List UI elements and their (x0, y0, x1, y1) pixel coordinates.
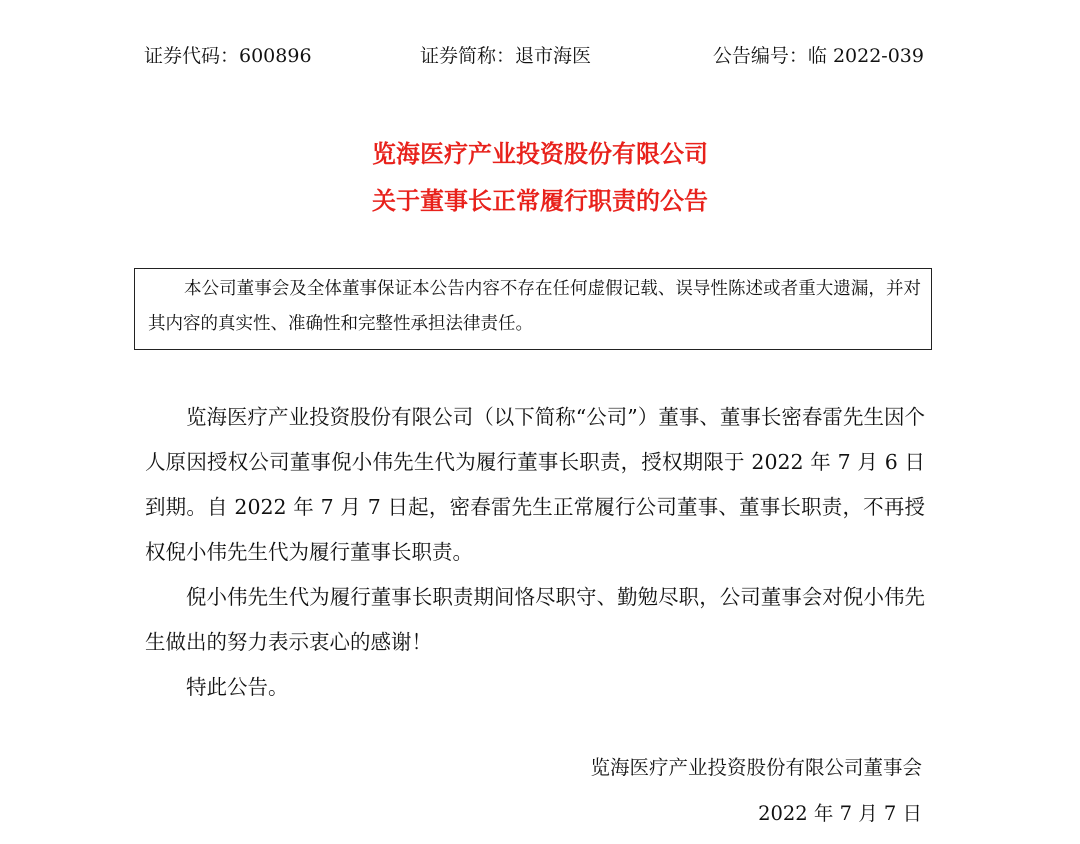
disclaimer-text: 本公司董事会及全体董事保证本公告内容不存在任何虚假记载、误导性陈述或者重大遗漏，并对其内容的真实性、准确性和完整性承担法律责任。 (148, 279, 921, 334)
announcement-number: 公告编号：临 2022-039 (712, 45, 924, 67)
title-company-name: 览海医疗产业投资股份有限公司 (372, 139, 708, 168)
body-paragraph: 特此公告。 (186, 675, 289, 699)
body-paragraph: 倪小伟先生代为履行董事长职责期间恪尽职守、勤勉尽职，公司董事会对倪小伟先生做出的努力表示衷心的感谢！ (145, 585, 925, 654)
signature-company: 览海医疗产业投资股份有限公司董事会 (590, 756, 922, 779)
announcement-body (145, 395, 925, 710)
stock-abbreviation: 证券简称：退市海医 (420, 45, 592, 67)
signature-date: 2022 年 7 月 7 日 (758, 802, 922, 825)
disclaimer-box (134, 268, 932, 350)
document-header (144, 40, 924, 72)
title-announcement-subject: 关于董事长正常履行职责的公告 (372, 186, 708, 215)
stock-code: 证券代码：600896 (144, 45, 312, 67)
body-paragraph: 览海医疗产业投资股份有限公司（以下简称“公司”）董事、董事长密春雷先生因个人原因授权公司董事倪小伟先生代为履行董事长职责，授权期限于 2022 年 7 月 6 日到期。自 2022 年 7 月 7 日起，密春雷先生正常履行公司董事、董事长职责，不再授权倪小伟先生代为履行董事长职责。 (145, 405, 925, 564)
